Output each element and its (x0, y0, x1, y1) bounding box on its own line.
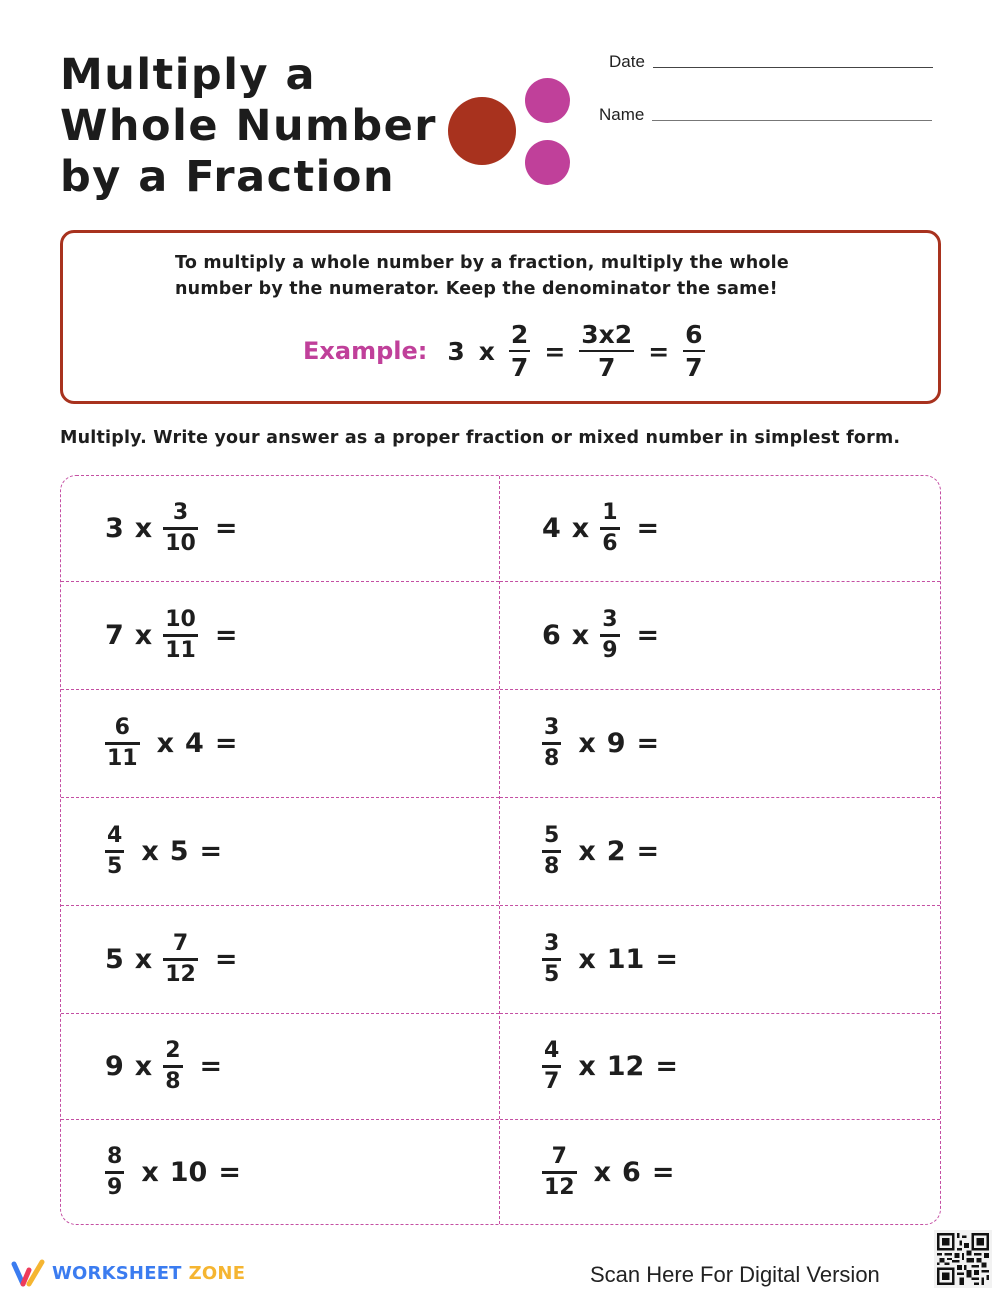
times-sign: x (593, 1157, 612, 1188)
problem-cell[interactable] (500, 581, 940, 689)
fraction-bar (542, 742, 561, 745)
times-sign: x (141, 836, 159, 867)
date-field[interactable] (609, 52, 933, 72)
problem-expression (105, 717, 237, 770)
problem-cell[interactable] (61, 689, 499, 797)
whole-number: 9 (105, 1051, 124, 1082)
page-title (60, 50, 437, 203)
whole-number: 10 (169, 1157, 208, 1188)
worksheetzone-w-logo-icon (10, 1258, 48, 1288)
whole-number: 6 (542, 620, 561, 651)
example-fraction-1 (509, 319, 530, 383)
numerator: 6 (114, 715, 130, 741)
instruction-text: Multiply. Write your answer as a proper fraction or mixed number in simplest form. (60, 428, 901, 448)
fraction-bar (509, 350, 530, 353)
denominator: 7 (598, 353, 616, 383)
equals-sign: = (218, 1157, 241, 1188)
denominator: 5 (107, 853, 123, 879)
problem-cell[interactable] (500, 1119, 940, 1225)
numerator: 3x2 (581, 319, 633, 349)
denominator: 9 (107, 1174, 123, 1200)
times-sign: x (578, 836, 596, 867)
numerator: 1 (602, 500, 618, 526)
fraction-bar (163, 634, 198, 637)
times-sign: x (156, 728, 175, 759)
problem-expression (105, 825, 222, 878)
example-times: x (478, 336, 495, 366)
equals-sign: = (636, 836, 660, 867)
fraction (542, 825, 561, 878)
fraction (542, 933, 561, 986)
problem-grid (60, 475, 941, 1225)
date-input-line[interactable] (653, 67, 933, 68)
numerator: 10 (165, 607, 196, 633)
problem-cell[interactable] (61, 476, 499, 581)
equals-sign: = (636, 620, 660, 651)
problem-cell[interactable] (500, 689, 940, 797)
qr-code-icon[interactable] (934, 1230, 992, 1288)
example-equation (303, 318, 705, 384)
whole-number: 5 (169, 836, 189, 867)
numerator: 3 (544, 931, 560, 957)
equals-sign: = (651, 1157, 675, 1188)
denominator: 8 (544, 745, 560, 771)
date-label: Date (609, 52, 645, 71)
fraction-bar (163, 1065, 182, 1068)
fraction-bar (683, 350, 704, 353)
example-fraction-2 (579, 319, 634, 383)
problem-expression (105, 933, 237, 986)
problem-cell[interactable] (61, 905, 499, 1013)
problem-expression (105, 1040, 222, 1093)
fraction-bar (105, 742, 140, 745)
equals-sign: = (655, 944, 678, 975)
times-sign: x (578, 1051, 596, 1082)
problem-cell[interactable] (61, 797, 499, 905)
fraction (163, 502, 198, 555)
example-equals-1: = (544, 336, 566, 366)
times-sign: x (134, 513, 153, 544)
problem-expression (542, 933, 678, 986)
problem-cell[interactable] (500, 1013, 940, 1119)
problem-cell[interactable] (61, 1119, 499, 1225)
numerator: 6 (685, 319, 703, 349)
numerator: 4 (544, 1038, 560, 1064)
denominator: 7 (544, 1068, 560, 1094)
denominator: 9 (602, 637, 618, 663)
times-sign: x (578, 728, 596, 759)
fraction-bar (542, 958, 561, 961)
denominator: 8 (544, 853, 560, 879)
decor-circle-small-bottom (525, 140, 570, 185)
times-sign: x (134, 944, 153, 975)
numerator: 3 (602, 607, 618, 633)
denominator: 12 (544, 1174, 575, 1200)
example-label: Example: (303, 337, 428, 365)
fraction (600, 609, 619, 662)
fraction (105, 825, 124, 878)
fraction-bar (163, 527, 198, 530)
fraction (105, 1146, 124, 1199)
decor-circle-large (448, 97, 516, 165)
equals-sign: = (214, 728, 238, 759)
brand-name-part-1: WORKSHEET (52, 1262, 182, 1284)
problem-expression (105, 609, 237, 662)
denominator: 7 (510, 353, 529, 383)
problem-cell[interactable] (500, 905, 940, 1013)
equals-sign: = (636, 513, 660, 544)
problem-expression (105, 1146, 241, 1199)
times-sign: x (134, 620, 153, 651)
denominator: 7 (685, 353, 703, 383)
equals-sign: = (214, 513, 238, 544)
equals-sign: = (199, 1051, 223, 1082)
times-sign: x (141, 1157, 159, 1188)
equals-sign: = (199, 836, 223, 867)
whole-number: 6 (622, 1157, 641, 1188)
fraction-bar (600, 634, 619, 637)
denominator: 12 (165, 961, 196, 987)
numerator: 8 (107, 1144, 123, 1170)
brand-logo[interactable] (10, 1258, 245, 1288)
problem-expression (542, 502, 659, 555)
equals-sign: = (214, 944, 238, 975)
problem-expression (542, 1146, 674, 1199)
denominator: 10 (165, 530, 196, 556)
problem-cell[interactable] (61, 581, 499, 689)
fraction (542, 717, 561, 770)
numerator: 2 (510, 319, 529, 349)
problem-expression (105, 502, 237, 555)
problem-cell[interactable] (61, 1013, 499, 1119)
numerator: 7 (551, 1144, 567, 1170)
times-sign: x (571, 620, 590, 651)
fraction-bar (105, 850, 124, 853)
numerator: 3 (172, 500, 189, 526)
denominator: 11 (107, 745, 138, 771)
fraction (163, 1040, 182, 1093)
problem-expression (542, 717, 659, 770)
times-sign: x (134, 1051, 153, 1082)
times-sign: x (571, 513, 590, 544)
denominator: 8 (165, 1068, 181, 1094)
problem-expression (542, 609, 659, 662)
equals-sign: = (214, 620, 238, 651)
equals-sign: = (655, 1051, 678, 1082)
fraction-bar (163, 958, 198, 961)
fraction-bar (105, 1171, 124, 1174)
fraction-bar (579, 350, 634, 353)
whole-number: 5 (105, 944, 124, 975)
title-line-1: Multiply a (60, 50, 316, 100)
fraction (163, 609, 198, 662)
whole-number: 2 (606, 836, 626, 867)
name-input-line[interactable] (652, 120, 932, 121)
fraction-bar (600, 527, 619, 530)
denominator: 6 (602, 530, 618, 556)
fraction-bar (542, 1171, 577, 1174)
rule-text: To multiply a whole number by a fraction, multiply the whole number by the numerator. Keep the denominator the same! (175, 253, 789, 299)
problem-cell[interactable] (500, 797, 940, 905)
fraction (105, 717, 140, 770)
numerator: 5 (544, 823, 560, 849)
problem-cell[interactable] (500, 476, 940, 581)
example-whole: 3 (447, 336, 465, 366)
fraction (600, 502, 619, 555)
denominator: 5 (544, 961, 560, 987)
numerator: 4 (107, 823, 123, 849)
numerator: 7 (172, 931, 189, 957)
fraction-bar (542, 850, 561, 853)
problem-expression (542, 1040, 678, 1093)
denominator: 11 (165, 637, 196, 663)
whole-number: 9 (606, 728, 626, 759)
whole-number: 4 (185, 728, 204, 759)
whole-number: 11 (606, 944, 645, 975)
whole-number: 7 (105, 620, 124, 651)
fraction (542, 1040, 561, 1093)
decor-circle-small-top (525, 78, 570, 123)
fraction (163, 933, 198, 986)
example-equals-2: = (648, 336, 670, 366)
problem-expression (542, 825, 659, 878)
fraction-bar (542, 1065, 561, 1068)
whole-number: 4 (542, 513, 561, 544)
whole-number: 3 (105, 513, 124, 544)
example-fraction-3 (683, 319, 704, 383)
scan-caption: Scan Here For Digital Version (590, 1262, 880, 1287)
title-line-3: by a Fraction (60, 152, 396, 202)
whole-number: 12 (606, 1051, 645, 1082)
times-sign: x (578, 944, 596, 975)
name-field[interactable] (599, 105, 932, 125)
fraction (542, 1146, 577, 1199)
name-label: Name (599, 105, 645, 124)
numerator: 3 (544, 715, 560, 741)
numerator: 2 (165, 1038, 181, 1064)
equals-sign: = (636, 728, 660, 759)
brand-name-part-2: ZONE (188, 1262, 246, 1284)
title-line-2: Whole Number (60, 101, 438, 151)
